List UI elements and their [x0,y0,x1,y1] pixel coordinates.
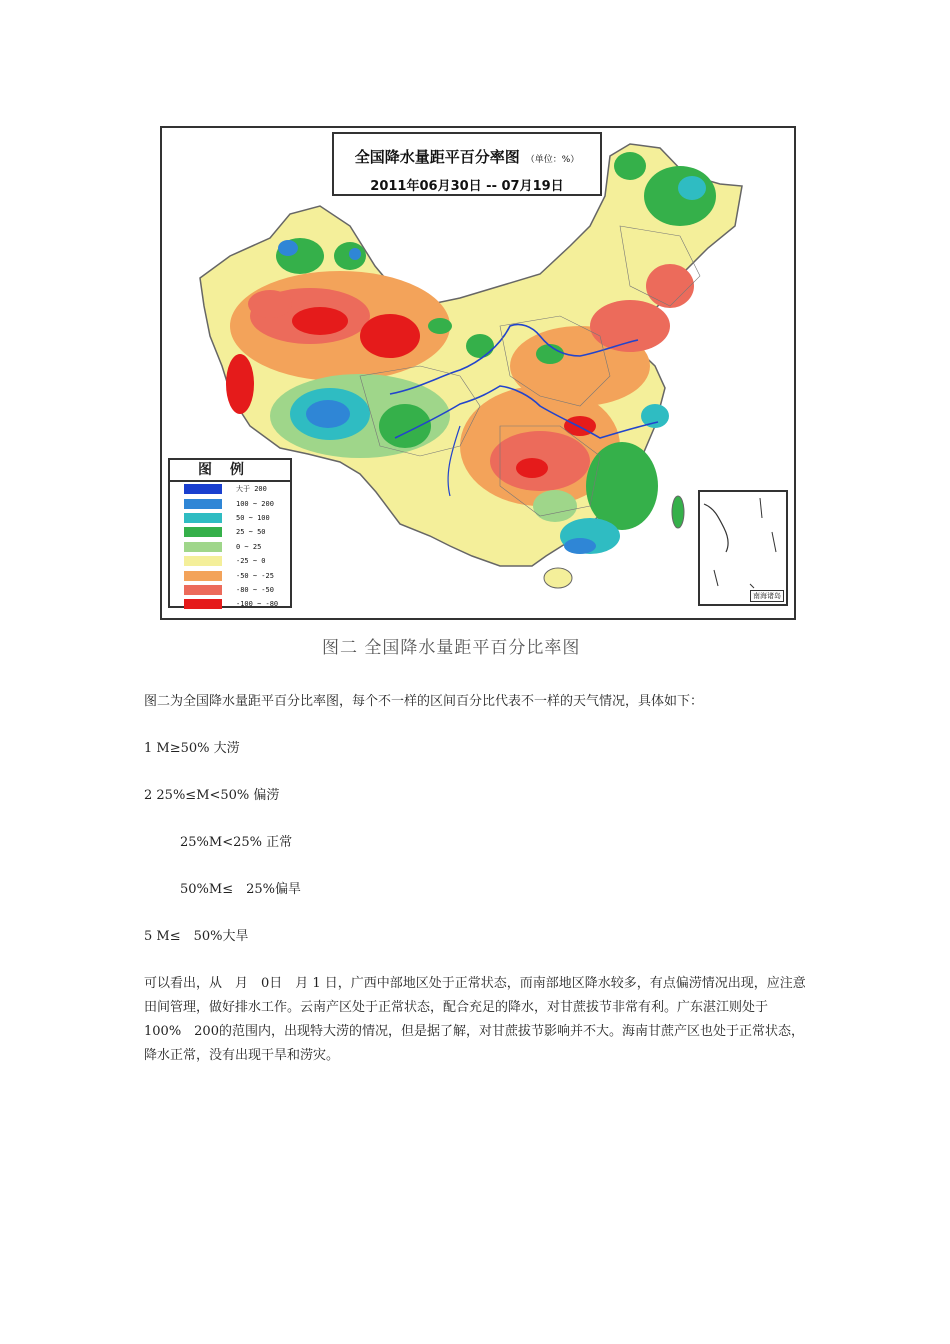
legend-row [170,525,290,539]
legend-row [170,482,290,496]
zone-inner-green [428,318,452,334]
list-item-5: 5 M≤ 50%大旱 [144,929,249,944]
legend-swatch [184,599,222,609]
legend-swatch [184,484,222,494]
zone-far-north-green [614,152,646,180]
intro-paragraph: 图二为全国降水量距平百分比率图，每个不一样的区间百分比代表不一样的天气情况，具体如下： [144,694,704,709]
zone-north-blue [278,240,298,256]
legend-swatch [184,499,222,509]
legend-label: -100 ~ -80 [236,600,279,609]
legend-row [170,583,290,597]
list-item-2: 2 25%≤M<50% 偏涝 [144,788,280,803]
zone-west-tip-red [226,354,254,414]
list-item-4: 50%M≤ 25%偏旱 [180,882,301,897]
zone-gansu-green [466,334,494,358]
list-item-1: 1 M≥50% 大涝 [144,741,240,756]
body-paragraph: 可以看出，从 月 0日 月 1 日，广西中部地区处于正常状态，而南部地区降水较多，有点偏涝情况出现，应注意田间管理，做好排水工作。云南产区处于正常状态，配合充足的降水，对甘蔗拔节非常有利。广东湛江则处于 100% 200的范围内，出现特大涝的情况，但是据了解，对甘蔗拔节影响并不大。海南甘蔗产区也处于正常状态，降水正常，没有出现干旱和涝灾。 [144,976,806,1063]
map-title-box [332,132,602,196]
legend-label: 25 ~ 50 [236,528,266,537]
legend-rows [170,482,290,612]
inset-map [700,492,786,604]
legend-row [170,554,290,568]
zone-guangxi-normal [533,490,577,522]
zone-west-red [248,290,292,318]
zone-liaoning-red [646,264,694,308]
map-legend [168,458,292,608]
map-unit: （单位：%） [525,155,580,165]
taiwan-island [672,496,684,528]
legend-swatch [184,556,222,566]
legend-swatch [184,585,222,595]
legend-row [170,597,290,611]
map-date-range: 2011年06月30日 -- 07月19日 [370,179,564,194]
zone-central-red [360,314,420,358]
legend-label: -50 ~ -25 [236,571,274,580]
zone-heilongjiang-green [644,166,716,226]
south-china-sea-inset [698,490,788,606]
zone-tibet-blue [306,400,350,428]
zone-tibet-green [379,404,431,448]
legend-label: 50 ~ 100 [236,513,270,522]
map-title: 全国降水量距平百分率图 （单位：%） [354,148,580,166]
legend-row [170,540,290,554]
legend-swatch [184,527,222,537]
legend-label: 大于 200 [236,485,267,494]
figure-caption: 图二 全国降水量距平百分比率图 [322,638,581,658]
zone-zhanjiang-blue [564,538,596,554]
legend-label: -80 ~ -50 [236,585,274,594]
legend-title: 图例 [170,460,290,482]
inset-label: 南海诸岛 [750,590,784,602]
rainfall-anomaly-map-figure [160,126,796,620]
legend-label: 0 ~ 25 [236,542,262,551]
legend-row [170,568,290,582]
legend-swatch [184,571,222,581]
legend-swatch [184,542,222,552]
legend-row [170,496,290,510]
zone-blue-2 [349,248,361,260]
list-item-3: 25%M<25% 正常 [180,835,293,850]
legend-swatch [184,513,222,523]
zone-guizhou-core [516,458,548,478]
legend-row [170,511,290,525]
zone-heilongjiang-cyan [678,176,706,200]
legend-label: 100 ~ 200 [236,499,274,508]
hainan-island [544,568,572,588]
zone-xinjiang-core [292,307,348,335]
zone-southeast-green [586,442,658,530]
legend-label: -25 ~ 0 [236,557,266,566]
zone-shanxi-green [536,344,564,364]
